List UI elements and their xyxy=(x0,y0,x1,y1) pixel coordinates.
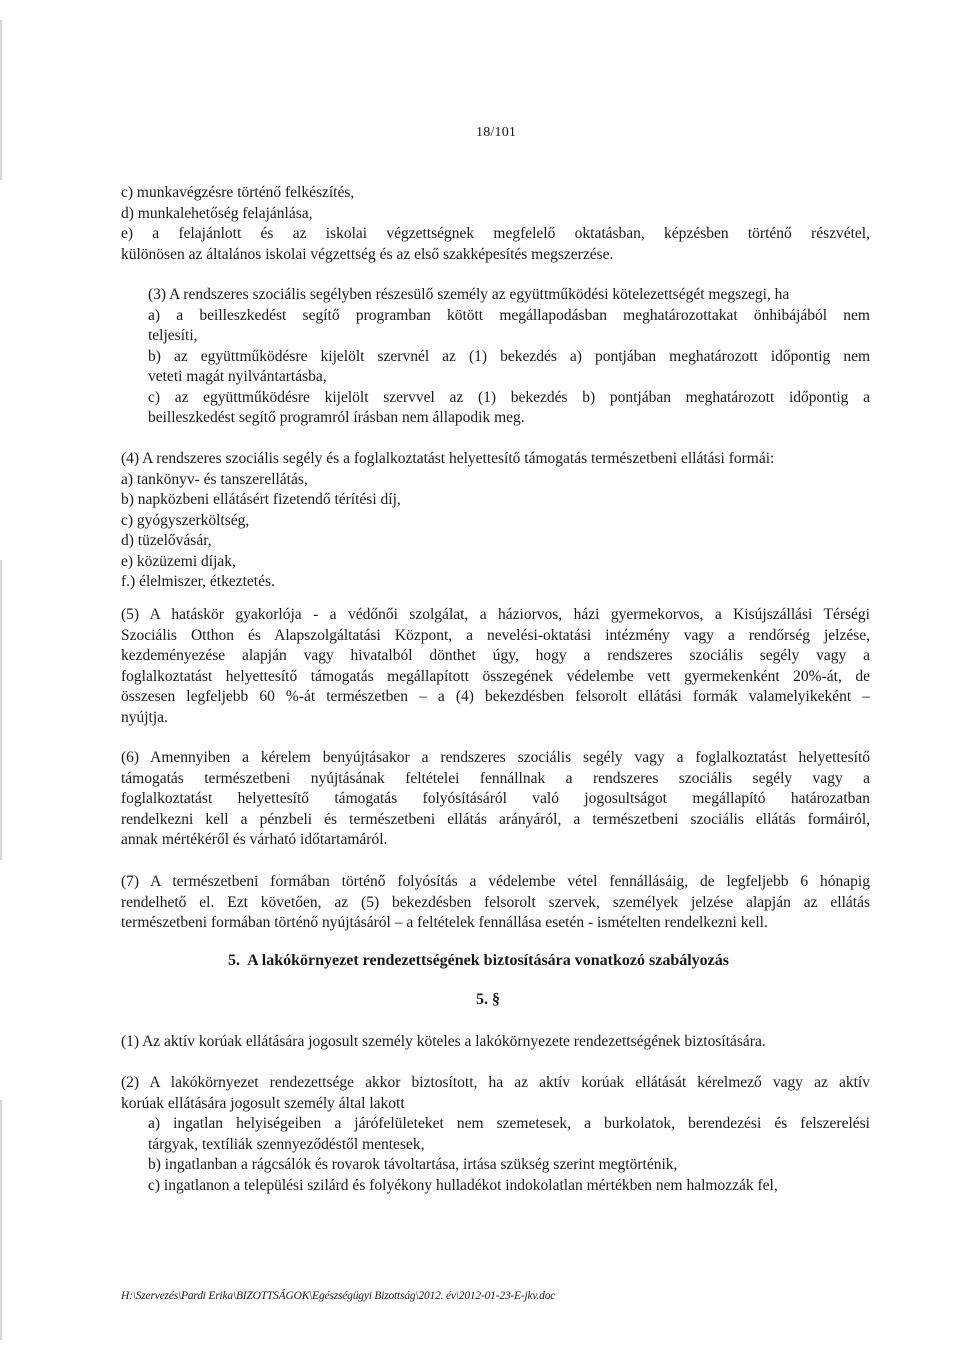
paragraph-line: foglalkoztatást helyettesítő támogatás megállapított összegének védelembe vett gyermekenként 20%-át, de xyxy=(121,667,870,685)
paragraph-line: annak mértékéről és várható időtartamáról. xyxy=(121,831,388,848)
list-item-cont: teljesíti, xyxy=(148,327,198,344)
list-item-cont: veteti magát nyilvántartásba, xyxy=(148,368,327,385)
list-item: b) az együttműködésre kijelölt szervnél az (1) bekezdés a) pontjában meghatározott időpontig nem xyxy=(148,347,870,365)
list-item: a) tankönyv- és tanszerellátás, xyxy=(121,470,308,488)
list-item: a) a beilleszkedést segítő programban kötött megállapodásban meghatározottakat önhibájából nem xyxy=(148,306,870,324)
list-item: f.) élelmiszer, étkeztetés. xyxy=(121,573,275,590)
scan-margin-line xyxy=(0,1100,2,1340)
list-item: c) az együttműködésre kijelölt szervvel az (1) bekezdés b) pontjában meghatározott időpontig a xyxy=(148,388,870,406)
paragraph-line: nyújtja. xyxy=(121,708,168,726)
list-item: e) közüzemi díjak, xyxy=(121,552,236,570)
list-item-cont: beilleszkedést segítő programról írásban nem állapodik meg. xyxy=(148,409,525,426)
list-item: d) tüzelővásár, xyxy=(121,532,212,549)
list-item: c) gyógyszerköltség, xyxy=(121,511,250,529)
paragraph-line: rendelkezni kell a pénzbeli és természetbeni ellátás arányáról, a természetbeni szociális ellátás formáiról, xyxy=(121,810,870,828)
paragraph-line: (6) Amennyiben a kérelem benyújtásakor a rendszeres szociális segély vagy a foglalkoztatást helyettesítő xyxy=(121,749,870,766)
paragraph-intro: korúak ellátására jogosult személy által lakott xyxy=(121,1094,405,1112)
section-title: 5. A lakókörnyezet rendezettségének biztosítására vonatkozó szabályozás xyxy=(228,952,729,969)
paragraph-line: Szociális Otthon és Alapszolgáltatási Központ, a nevelési-oktatási intézmény vagy a rendőrség jelzése, xyxy=(121,626,870,644)
list-item: b) ingatlanban a rágcsálók és rovarok távoltartása, irtása szükség szerint megtörténik, xyxy=(148,1156,678,1173)
list-item: b) napközbeni ellátásért fizetendő térítési díj, xyxy=(121,491,401,508)
list-item: c) ingatlanon a települési szilárd és folyékony hulladékot indokolatlan mértékben nem halmozzák fel, xyxy=(148,1176,778,1194)
paragraph-5 xyxy=(121,605,870,728)
paragraph-intro: (3) A rendszeres szociális segélyben részesülő személy az együttműködési kötelezettségét megszegi, ha xyxy=(148,286,790,303)
list-item: c) munkavégzésre történő felkészítés, xyxy=(121,184,355,201)
paragraph-4 xyxy=(121,449,870,593)
paragraph-line: kezdeményezése alapján vagy hivatalból dönthet úgy, hogy a rendszeres szociális segély vagy a xyxy=(121,647,870,664)
paragraph-line: foglalkoztatást helyettesítő támogatás folyósításáról való jogosultságot megállapító határozatban xyxy=(121,790,870,807)
paragraph-3 xyxy=(121,285,870,429)
scan-margin-line xyxy=(0,20,2,180)
section5-paragraph-2 xyxy=(121,1073,870,1196)
paragraph-intro: (2) A lakókörnyezet rendezettsége akkor biztosított, ha az aktív korúak ellátását kérelmező vagy az aktív xyxy=(121,1074,870,1091)
paragraph-line: (1) Az aktív korúak ellátására jogosult személy köteles a lakókörnyezete rendezettségének biztosítására. xyxy=(121,1033,766,1050)
paragraph-line: rendelhető el. Ezt követően, az (5) bekezdésben felsorolt szervek, személyek jelzése alapján az ellátás xyxy=(121,893,870,911)
paragraph-6 xyxy=(121,748,870,851)
list-continuation xyxy=(121,183,870,265)
list-item: e) a felajánlott és az iskolai végzettségnek megfelelő oktatásban, képzésben történő részvétel, xyxy=(121,225,870,242)
paragraph-line: (7) A természetbeni formában történő folyósítás a védelembe vétel fennállásáig, de legfeljebb 6 hónapig xyxy=(121,873,870,890)
paragraph-intro: (4) A rendszeres szociális segély és a foglalkoztatást helyettesítő támogatás természetbeni ellátási formái: xyxy=(121,450,775,467)
section-number: 5. § xyxy=(476,991,500,1008)
list-item: különösen az általános iskolai végzettség és az első szakképesítés megszerzése. xyxy=(121,245,614,263)
scan-margin-line xyxy=(0,560,2,860)
paragraph-line: (5) A hatáskör gyakorlója - a védőnői szolgálat, a háziorvos, házi gyermekorvos, a Kisújszállási Térségi xyxy=(121,606,870,623)
paragraph-line: támogatás természetbeni nyújtásának feltételei fennállnak a rendszeres szociális segély vagy a xyxy=(121,769,870,787)
paragraph-7 xyxy=(121,872,870,934)
page-number: 18/101 xyxy=(476,125,517,140)
paragraph-line: természetbeni formában történő nyújtásáról – a feltételek fennállása esetén - ismételten rendelkezni kell. xyxy=(121,914,768,931)
list-item: a) ingatlan helyiségeiben a járófelületeket nem szemetesek, a burkolatok, berendezési és felszerelési xyxy=(148,1115,870,1132)
list-item-cont: tárgyak, textíliák szennyeződéstől mentesek, xyxy=(148,1135,425,1153)
section5-paragraph-1 xyxy=(121,1032,870,1053)
list-item: d) munkalehetőség felajánlása, xyxy=(121,204,313,222)
footer-file-path: H:\Szervezés\Pardi Erika\BIZOTTSÁGOK\Egészségügyi Bizottság\2012. év\2012-01-23-E-jkv.doc xyxy=(121,1290,556,1302)
paragraph-line: összesen legfeljebb 60 %-át természetben – a (4) bekezdésben felsorolt ellátási formák valamelyikeként – xyxy=(121,688,870,705)
